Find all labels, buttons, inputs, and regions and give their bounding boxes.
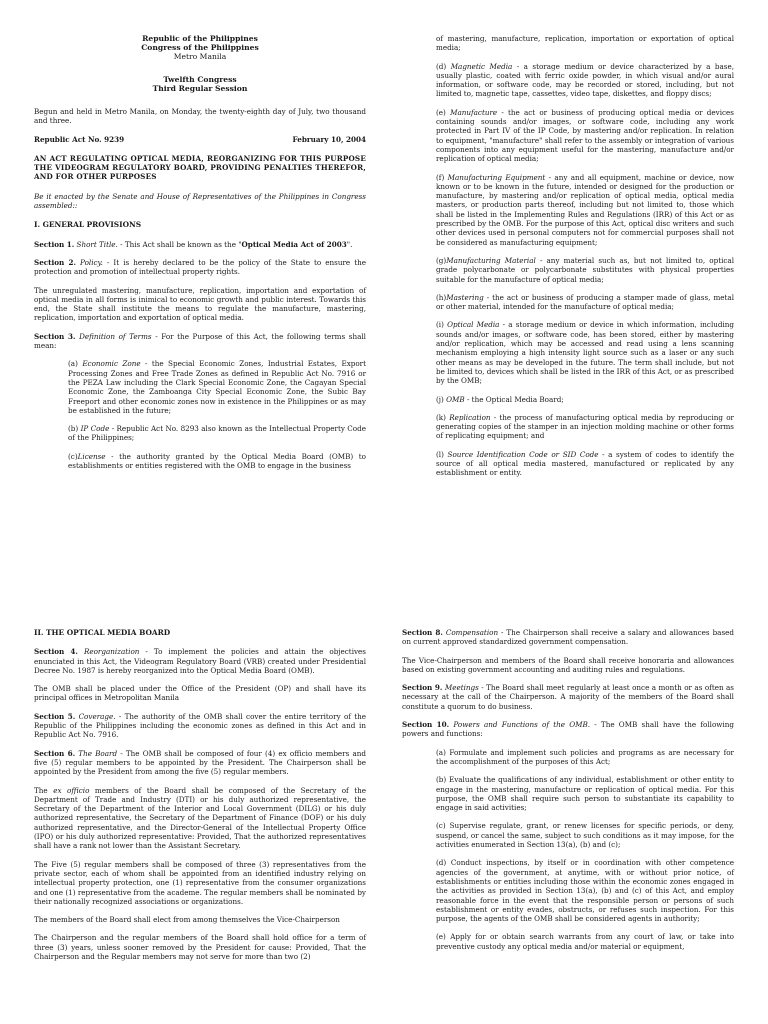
part-heading-general-provisions: I. GENERAL PROVISIONS (34, 220, 142, 230)
definitions-list-a-c (34, 359, 366, 470)
definition-j: (j) OMB - the Optical Media Board; (436, 394, 564, 404)
definition-d: (d) Magnetic Media - a storage medium or device characterized by a base, usually plastic, coated with ferric oxide powder, in which visual and/or aural information, or software code, may be recorded or stored, including, but not limited to, magnetic tape, cassettes, video tape, diskettes, and floppy discs; (436, 61, 734, 99)
part-heading-optical-media-board: II. THE OPTICAL MEDIA BOARD (34, 628, 171, 637)
section-8: Section 8. Compensation - The Chairperson shall receive a salary and allowances based on current approved standardized government compensation. (402, 628, 734, 647)
definition-k: (k) Replication - the process of manufacturing optical media by reproducing or generating copies of the stamper in an injection molding machine or other forms of replicating equipment; and (436, 412, 734, 441)
page1-left-column (34, 34, 366, 479)
paragraph-unregulated: The unregulated mastering, manufacture, replication, importation and exportation of optical media in all forms is inimical to economic growth and public interest. Towards this end, the State shall institute the means to regulate the manufacture, mastering, replication, importation and exportation of optical media. (34, 285, 366, 323)
definition-c-continued: of mastering, manufacture, replication, importation or exportation of optical media; (436, 34, 734, 53)
ra-line (34, 135, 366, 144)
session-name: Third Regular Session (152, 84, 248, 93)
definition-g: (g)Manufacturing Material - any material such as, but not limited to, optical grade polycarbonate or polycarbonate substitutes with physical properties suitable for the manufacture of optical media; (436, 255, 735, 284)
definition-a: (a) Economic Zone - the Special Economic Zones, Industrial Estates, Export Processing Zones and Free Trade Zones as defined in Republic Act No. 7916 or the PEZA Law including the Clark Special Economic Zone, the Cagayan Special Economic Zone, the Zamboanga City Special Economic Zone, the Subic Bay Freeport and other economic zones now in existence in the Philippines or as may be established in the future; (68, 359, 366, 415)
definition-c: (c)License - the authority granted by the Optical Media Board (OMB) to establishments or entities registered with the OMB to engage in the business (68, 451, 366, 471)
page1-right-column (402, 34, 734, 487)
header-congress: Congress of the Philippines (141, 43, 259, 52)
power-b: (b) Evaluate the qualifications of any individual, establishment or other entity to engage in the mastering, manufacture or replication of optical media. For this purpose, the OMB shall require such person to substantiate its capability to engage in said activities; (436, 775, 734, 813)
header-republic: Republic of the Philippines (142, 34, 258, 43)
congress-number: Twelfth Congress (163, 75, 237, 84)
paragraph-ex-officio: The ex officio members of the Board shall be composed of the Secretary of the Department of Trade and Industry (DTI) or his duly authorized representative, the Secretary of the Department of the Interior and Local Government (DILG) or his duly authorized representative, the Secretary of the Department of Finance (DOF) or his duly authorized representative, and the Director-General of the Intellectual Property Office (IPO) or his duly authorized representative: Provided, That the authorized representatives shall have a rank not lower than the Assistant Secretary. (34, 785, 366, 851)
section-4: Section 4. Reorganization - To implement the policies and attain the objectives enunciated in this Act, the Videogram Regulatory Board (VRB) created under Presidential Decree No. 1987 is hereby reorganized into the Optical Media Board (OMB). (34, 647, 366, 675)
power-a: (a) Formulate and implement such policies and programs as are necessary for the accomplishment of the purposes of this Act; (436, 747, 734, 766)
paragraph-regular-members: The Five (5) regular members shall be composed of three (3) representatives from the private sector, each of whom shall be appointed from an identified industry relying on intellectual property protection, one (1) representative from the consumer organizations and one (1) representative from the academe. The regular members shall be nominated by their nationally recognized associations or organizations. (34, 859, 366, 906)
section-6: Section 6. The Board - The OMB shall be composed of four (4) ex officio members and five (5) regular members to be appointed by the President. The Chairperson shall be appointed by the President from among the five (5) regular members. (34, 748, 366, 777)
ra-date: February 10, 2004 (292, 134, 366, 144)
definition-f: (f) Manufacturing Equipment - any and all equipment, machine or device, now known or to be known in the future, intended or designed for the production or manufacture, by mastering and/or replication of optical media, optical media masters, or production parts thereof, including but not limited to, those which shall be listed in the Implementing Rules and Regulations (IRR) of this Act or as prescribed by the OMB. For the purpose of this Act, optical disc writers and such other devices used in personal computers not for commercial purposes shall not be considered as manufacturing equipment; (436, 172, 734, 247)
section-9: Section 9. Meetings - The Board shall meet regularly at least once a month or as often as necessary at the call of the Chairperson. A majority of the members of the Board shall constitute a quorum to do business. (402, 683, 734, 711)
definition-i: (i) Optical Media - a storage medium or device in which information, including sounds and/or images, or software code, has been stored, either by mastering and/or replication, which may be accessed and read using a lens scanning mechanism employing a high intensity light source such as a laser or any such other means as may be developed in the future. The term shall include, but not be limited to, devices which shall be listed in the IRR of this Act, or as prescribed by the OMB; (436, 320, 734, 386)
power-c: (c) Supervise regulate, grant, or renew licenses for specific periods, or deny, suspend, or cancel the same, subject to such conditions as it may impose, for the activities enumerated in Section 13(a), (b) and (c); (436, 821, 734, 850)
section-5: Section 5. Coverage. - The authority of the OMB shall cover the entire territory of the Republic of the Philippines including the economic zones as defined in this Act and in Republic Act No. 7916. (34, 711, 367, 740)
begun-paragraph: Begun and held in Metro Manila, on Monday, the twenty-eighth day of July, two thousand and three. (34, 107, 366, 126)
section-1: Section 1. Short Title. - This Act shall be known as the "Optical Media Act of 2003". (34, 239, 353, 249)
document-page-2 (0, 620, 768, 1024)
definitions-list-d-l (402, 62, 734, 478)
definition-b: (b) IP Code - Republic Act No. 8293 also known as the Intellectual Property Code of the Philippines; (68, 424, 366, 443)
paragraph-vice-compensation: The Vice-Chairperson and members of the Board shall receive honoraria and allowances based on existing government accounting and auditing rules and regulations. (402, 655, 734, 674)
paragraph-term: The Chairperson and the regular members of the Board shall hold office for a term of three (3) years, unless sooner removed by the President for cause: Provided, That the Chairperson and the Regular members may not serve for more than two (2) (34, 933, 366, 962)
power-d: (d) Conduct inspections, by itself or in coordination with other competence agencies of the government, at anytime, with or without prior notice, of establishments or entities including those within the economic zones engaged in the activities as provided in Section 13(a), (b) and (c) of this Act, and employ reasonable force in the event that the responsible person or persons of such establishment or entity evades, obstructs, or refuses such inspection. For this purpose, the agents of the OMB shall be considered agents in authority; (436, 858, 734, 924)
section-3: Section 3. Definition of Terms - For the Purpose of this Act, the following terms shall mean: (34, 331, 366, 351)
enacting-clause: Be it enacted by the Senate and House of Representatives of the Philippines in Congress assembled:: (34, 191, 366, 211)
page2-left-column (34, 628, 366, 970)
power-e: (e) Apply for or obtain search warrants from any court of law, or take into preventive custody any optical media and/or material or equipment, (436, 932, 734, 951)
act-title: AN ACT REGULATING OPTICAL MEDIA, REORGANIZING FOR THIS PURPOSE THE VIDEOGRAM REGULATORY BOARD, PROVIDING PENALTIES THEREFOR, AND FOR OTHER PURPOSES (34, 153, 366, 182)
page2-right-column (402, 628, 734, 960)
section-2: Section 2. Policy. - It is hereby declared to be the policy of the State to ensure the protection and promotion of intellectual property rights. (34, 257, 366, 277)
header-location: Metro Manila (173, 52, 227, 61)
section-10: Section 10. Powers and Functions of the OMB. - The OMB shall have the following powers and functions: (402, 720, 734, 739)
paragraph-omb-office: The OMB shall be placed under the Office of the President (OP) and shall have its principal offices in Metropolitan Manila (34, 684, 366, 703)
powers-list (402, 748, 734, 951)
definition-h: (h)Mastering - the act or business of producing a stamper made of glass, metal or other material, intended for the manufacture of optical media; (436, 292, 734, 312)
paragraph-vice-chair: The members of the Board shall elect from among themselves the Vice-Chairperson (34, 915, 340, 925)
ra-number: Republic Act No. 9239 (34, 134, 125, 144)
definition-l: (l) Source Identification Code or SID Code - a system of codes to identify the source of all optical media mastered, manufactured or replicated by any establishment or entity. (436, 449, 734, 478)
definition-e: (e) Manufacture - the act or business of producing optical media or devices containing sounds and/or images, or software code, including any work protected in Part IV of the IP Code, by mastering and/or replication. In relation to equipment, "manufacture" shall refer to the assembly or integration of various components into any equipment useful for the mastering, manufacture and/or replication of optical media; (436, 107, 734, 164)
